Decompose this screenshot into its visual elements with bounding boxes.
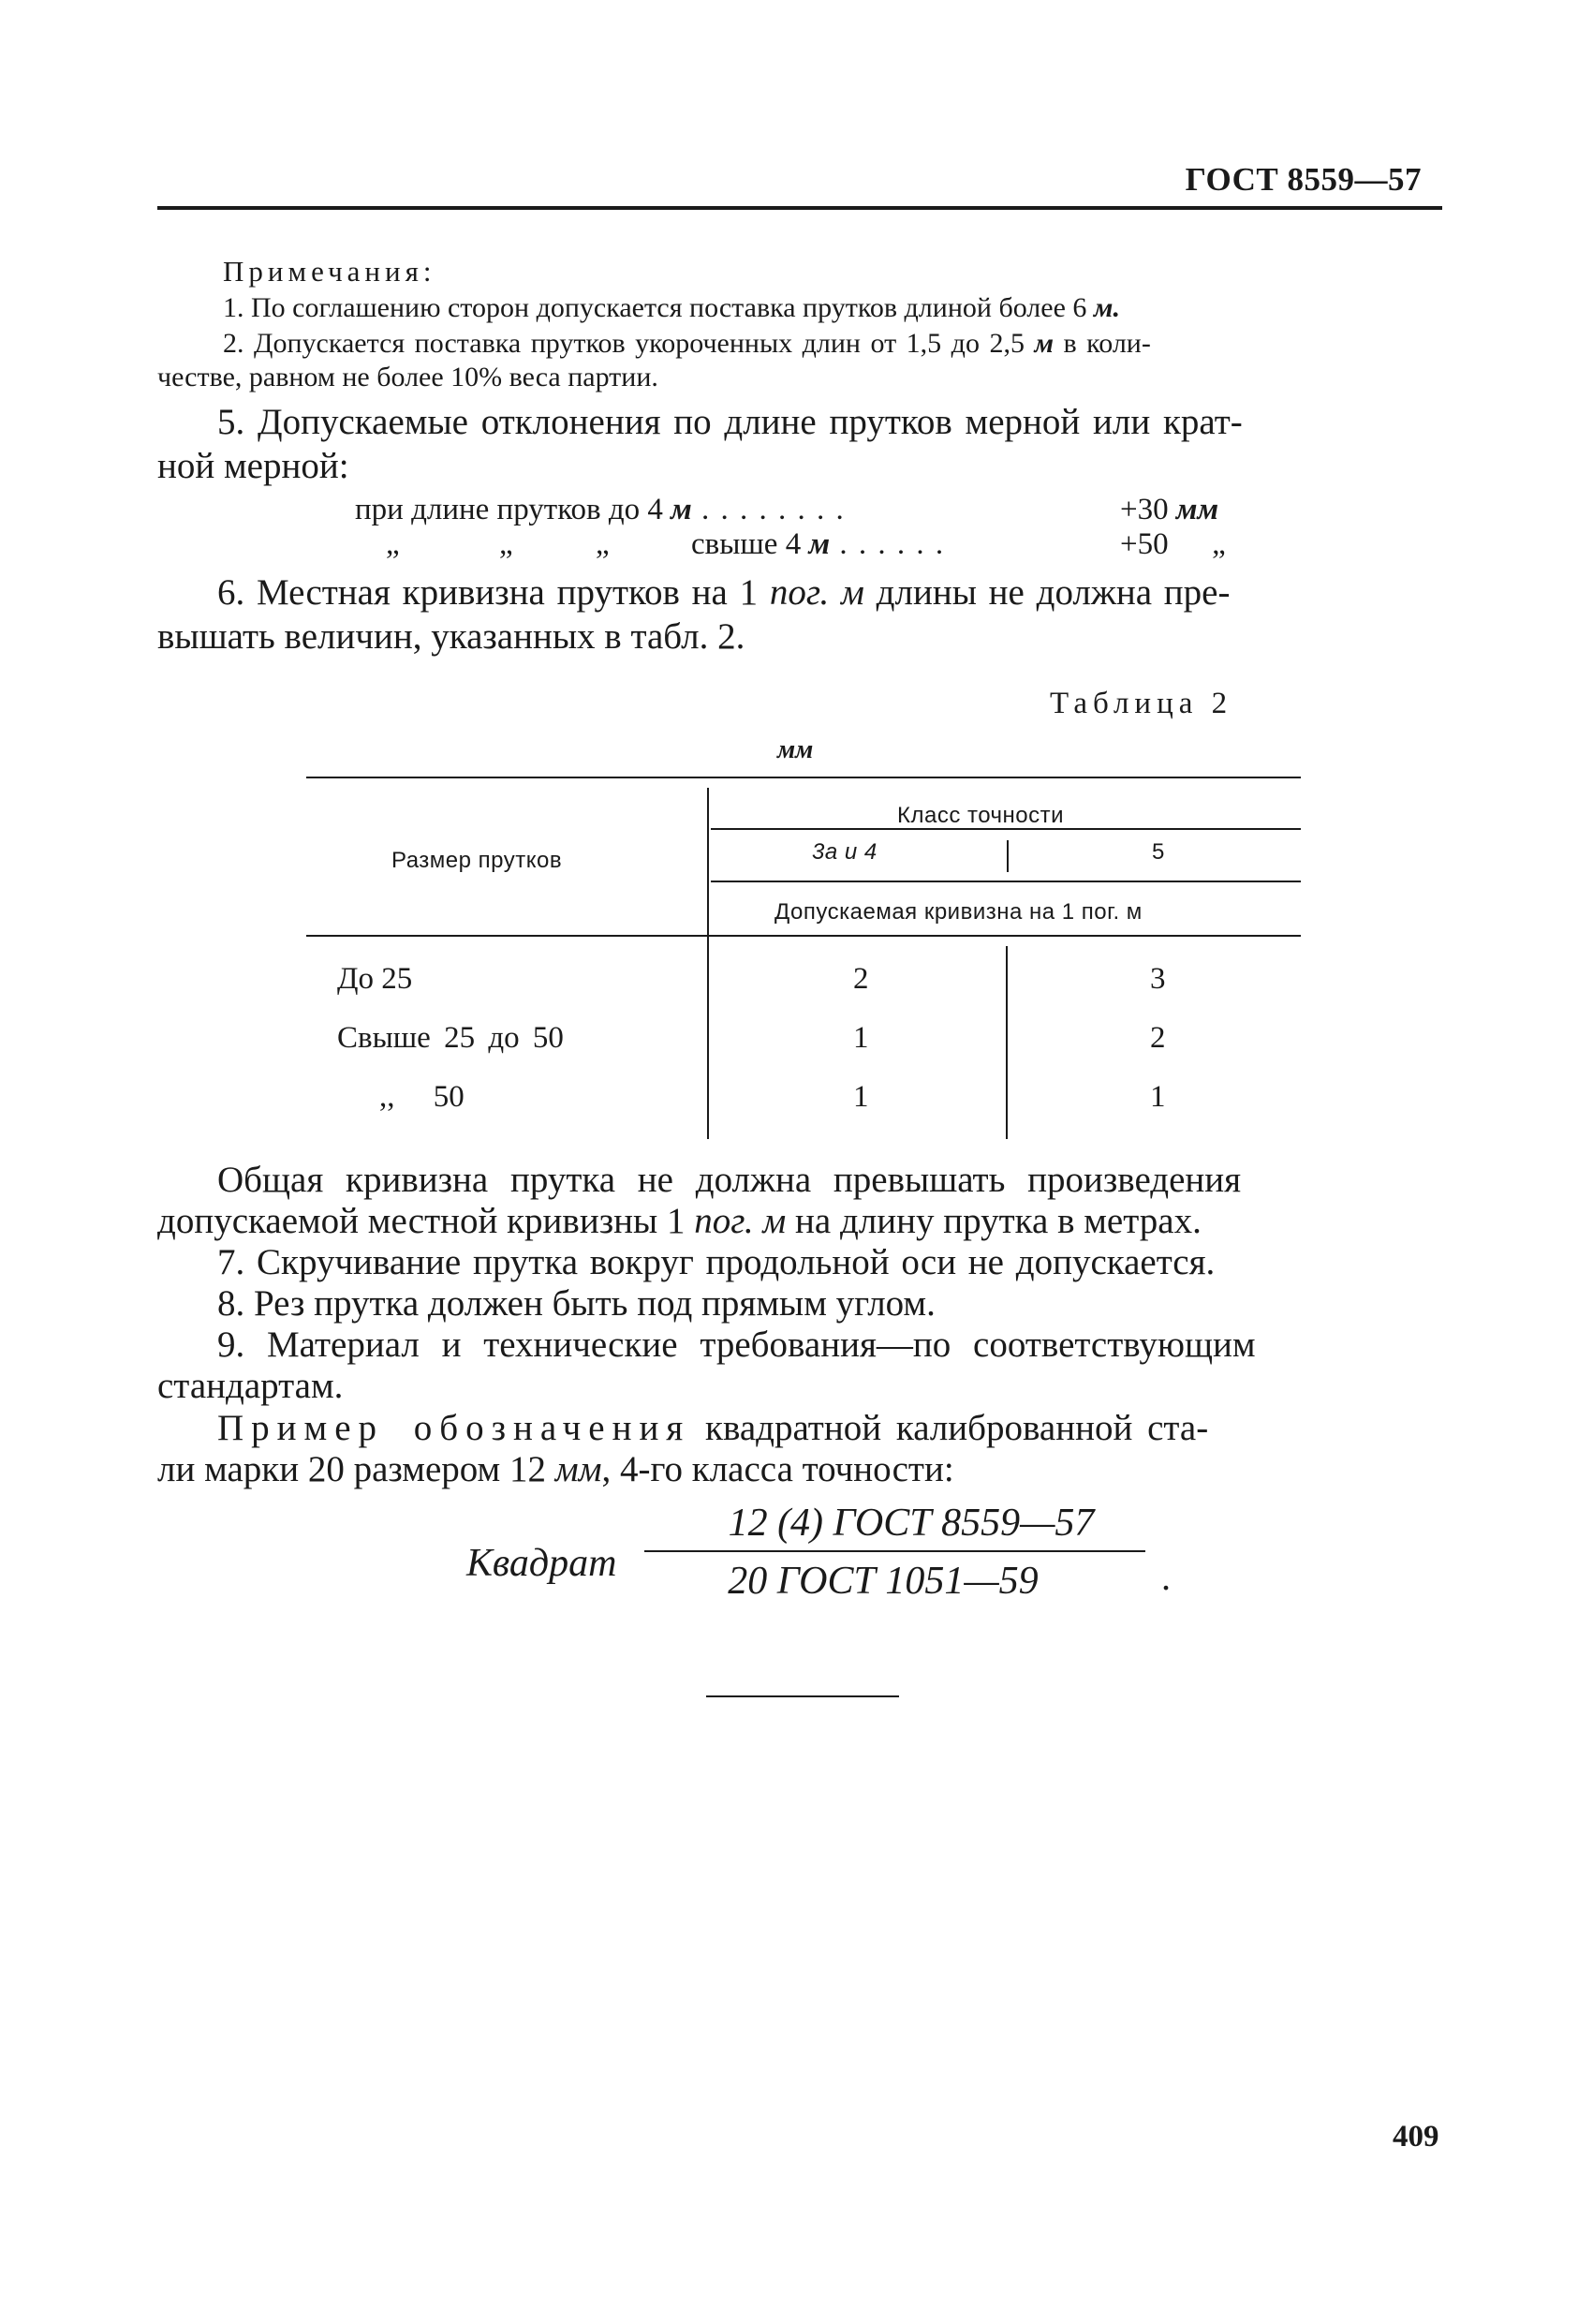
length-value-2-ditto: „ <box>1212 527 1226 561</box>
table-class-divider <box>1007 840 1009 872</box>
length-row-2-dots: . . . . . . <box>830 527 946 561</box>
document-code: ГОСТ 8559—57 <box>1185 161 1422 198</box>
table-divider-class-columns <box>1006 946 1008 1139</box>
item-6-line-2: вышать величин, указанных в табл. 2. <box>157 616 745 657</box>
table-top-rule <box>306 777 1301 778</box>
paragraph-total-curvature-line-1: Общая кривизна прутка не должна превышать произведения <box>217 1160 1242 1200</box>
formula-denominator: 20 ГОСТ 1051—59 <box>728 1560 1039 1603</box>
example-text-b: , 4-го класса точности: <box>601 1449 954 1489</box>
item-6-line-1 <box>217 571 1230 614</box>
table-class-header: Класс точности <box>897 803 1065 828</box>
length-tolerance-value-1 <box>1120 493 1218 527</box>
table-class-rule <box>711 828 1301 830</box>
table-unit: мм <box>777 735 814 764</box>
formula-numerator: 12 (4) ГОСТ 8559—57 <box>728 1502 1095 1545</box>
ditto-mark-2: „ <box>499 527 513 561</box>
length-row-1-text: при длине прутков до 4 <box>355 493 671 526</box>
note-2-text: 2. Допускается поставка прутков укороченных длин от 1,5 до 2,5 <box>223 328 1035 359</box>
note-1 <box>223 292 1120 324</box>
table-caption: Таблица 2 <box>1050 687 1233 720</box>
length-value-1: +30 <box>1120 493 1169 526</box>
length-tolerance-row-2 <box>691 527 945 562</box>
table-header-bottom-rule <box>306 935 1301 937</box>
note-2 <box>223 328 1151 360</box>
table-row-1-size: До 25 <box>337 962 413 996</box>
section-end-rule <box>706 1695 899 1697</box>
table-subclass-rule <box>711 881 1301 882</box>
item-6-text-b: длины не должна пре- <box>863 572 1231 613</box>
item-9-line-1: 9. Материал и технические требования—по соответствующим <box>217 1325 1256 1365</box>
example-line-2 <box>157 1448 954 1490</box>
example-text-a: ли марки 20 размером 12 <box>157 1449 555 1489</box>
example-line-1 <box>217 1407 1208 1449</box>
table-class-b-header: 5 <box>1152 839 1165 865</box>
note-1-text: 1. По соглашению сторон допускается поставка прутков длиной более 6 <box>223 292 1094 323</box>
length-tolerance-row-1 <box>355 493 846 527</box>
table-row-3-class-b: 1 <box>1150 1080 1166 1114</box>
page-number: 409 <box>1393 2120 1439 2154</box>
table-row-2-class-b: 2 <box>1150 1021 1166 1055</box>
length-row-2-unit: м <box>808 527 831 561</box>
length-row-1-dots: . . . . . . . . <box>691 493 846 526</box>
item-9-line-2: стандартам. <box>157 1366 344 1406</box>
length-row-2-text: свыше 4 <box>691 527 809 561</box>
note-2-continued: честве, равном не более 10% веса партии. <box>157 362 658 392</box>
length-row-1-unit: м <box>671 493 692 526</box>
table-row-2-class-a: 1 <box>853 1021 869 1055</box>
item-6-unit: пог. м <box>769 572 864 613</box>
total-curvature-text-a: допускаемой местной кривизны 1 <box>157 1201 695 1241</box>
example-label: Пример обозначения <box>217 1408 691 1448</box>
formula-period: . <box>1161 1556 1171 1598</box>
example-unit: мм <box>554 1449 602 1489</box>
table-row-2-size: Свыше 25 до 50 <box>337 1021 564 1055</box>
total-curvature-text-b: на длину прутка в метрах. <box>786 1201 1202 1241</box>
length-value-1-unit: мм <box>1175 493 1219 526</box>
table-row-3-class-a: 1 <box>853 1080 869 1114</box>
ditto-mark-3: „ <box>596 527 610 561</box>
item-8: 8. Рез прутка должен быть под прямым углом. <box>217 1283 936 1324</box>
table-tolerance-header: Допускаемая кривизна на 1 пог. м <box>774 899 1143 925</box>
ditto-mark-1: „ <box>386 527 400 561</box>
length-tolerance-value-2 <box>1120 527 1226 562</box>
item-5-line-2: ной мерной: <box>157 446 349 486</box>
table-row-1-class-a: 2 <box>853 962 869 996</box>
table-row-1-class-b: 3 <box>1150 962 1166 996</box>
header-rule <box>157 206 1442 210</box>
note-1-unit: м. <box>1093 292 1120 323</box>
formula-label: Квадрат <box>466 1542 617 1585</box>
item-6-text-a: 6. Местная кривизна прутков на 1 <box>217 572 770 613</box>
formula-fraction-bar <box>644 1550 1145 1552</box>
paragraph-total-curvature-line-2 <box>157 1200 1202 1242</box>
total-curvature-unit: пог. м <box>694 1201 787 1241</box>
table-divider-size-column <box>707 788 709 1139</box>
length-value-2: +50 <box>1120 527 1169 561</box>
table-row-3-size: ,, 50 <box>379 1080 465 1114</box>
table-class-a-header: 3а и 4 <box>812 839 878 865</box>
table-size-header: Размер прутков <box>391 848 563 873</box>
example-text: квадратной калиброванной ста- <box>690 1408 1209 1448</box>
note-2-unit: м <box>1034 328 1055 359</box>
item-5-line-1: 5. Допускаемые отклонения по длине прутков мерной или крат- <box>217 402 1243 442</box>
note-2-end: в коли- <box>1054 328 1151 359</box>
notes-title: Примечания: <box>223 255 436 288</box>
item-7: 7. Скручивание прутка вокруг продольной оси не допускается. <box>217 1242 1216 1282</box>
